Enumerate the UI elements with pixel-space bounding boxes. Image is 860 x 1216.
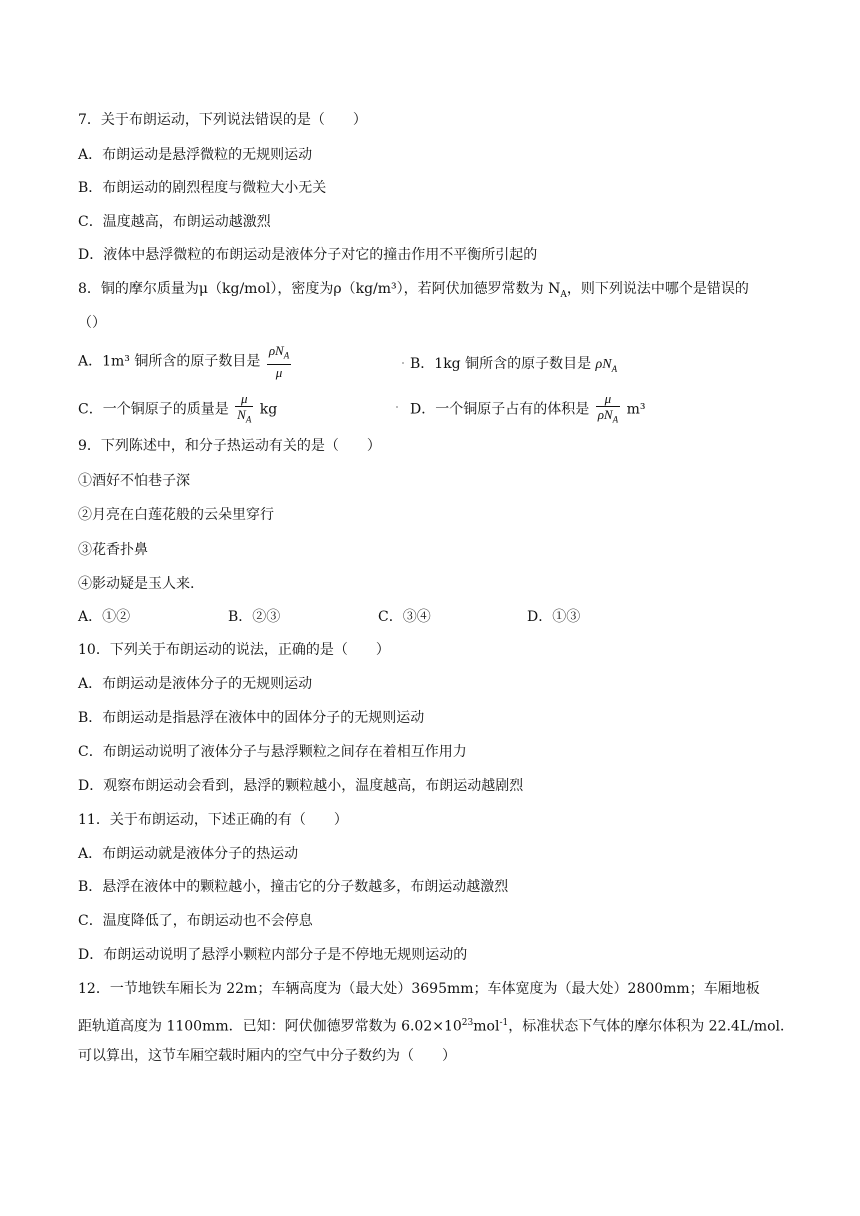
q9-option-d: D．①③ (527, 609, 581, 625)
q7-option-a: A．布朗运动是悬浮微粒的无规则运动 (78, 147, 313, 163)
q10-option-c: C．布朗运动说明了液体分子与悬浮颗粒之间存在着相互作用力 (78, 744, 467, 760)
separator-dot (396, 406, 398, 408)
q11-option-d: D．布朗运动说明了悬浮小颗粒内部分子是不停地无规则运动的 (78, 947, 468, 963)
q12-line-2: 距轨道高度为 1100mm．已知：阿伏伽德罗常数为 $6.02\times 10^{23}mol^{-1}$，标准状态下气体的摩尔体积为 22.4L/mol． (78, 1018, 795, 1035)
q7-stem: 7．关于布朗运动，下列说法错误的是（ ） (78, 112, 367, 128)
q9-stem: 9．下列陈述中，和分子热运动有关的是（ ） (78, 438, 381, 454)
q10-option-b: B．布朗运动是指悬浮在液体中的固体分子的无规则运动 (78, 710, 425, 726)
q8-option-a: A．1m³ 铜所含的原子数目是 $\frac{\rho N_A}{\mu}$ (78, 343, 290, 380)
q8-stem-cont: （） (78, 315, 106, 331)
q12-line-1: 12．一节地铁车厢长为 22m；车辆高度为（最大处）3695mm；车体宽度为（最大处）2800mm；车厢地板 (78, 981, 760, 997)
q11-option-a: A．布朗运动就是液体分子的热运动 (78, 846, 299, 862)
q11-option-c: C．温度降低了，布朗运动也不会停息 (78, 913, 313, 929)
q7-option-c: C．温度越高，布朗运动越激烈 (78, 214, 271, 230)
q11-stem: 11．关于布朗运动，下述正确的有（ ） (78, 812, 348, 828)
q8-option-b: B．1kg 铜所含的原子数目是 $\rho N_A$ (410, 356, 618, 374)
separator-dot (402, 362, 404, 364)
q10-option-d: D．观察布朗运动会看到，悬浮的颗粒越小，温度越高，布朗运动越剧烈 (78, 778, 524, 794)
fraction: $\frac{\rho N_A}{\mu}$ (268, 343, 290, 380)
fraction: $\frac{\mu}{N_A}$ (237, 391, 252, 425)
q9-item-4: ④影动疑是玉人来. (78, 576, 195, 592)
q9-item-2: ②月亮在白莲花般的云朵里穿行 (78, 507, 274, 523)
q8-option-c: C．一个铜原子的质量是 $\frac{\mu}{N_A}$ kg (78, 391, 277, 428)
q10-stem: 10．下列关于布朗运动的说法，正确的是（ ） (78, 642, 390, 658)
q9-item-3: ③花香扑鼻 (78, 542, 148, 558)
fraction: $\frac{\mu}{\rho N_A}$ (597, 391, 619, 425)
q7-option-d: D．液体中悬浮微粒的布朗运动是液体分子对它的撞击作用不平衡所引起的 (78, 247, 538, 263)
q10-option-a: A．布朗运动是液体分子的无规则运动 (78, 676, 313, 692)
q8-stem: 8．铜的摩尔质量为μ（kg/mol），密度为ρ（kg/m³），若阿伏加德罗常数为 $N_A$，则下列说法中哪个是错误的 (78, 281, 749, 300)
q9-option-b: B．②③ (228, 609, 281, 625)
q8-option-d: D．一个铜原子占有的体积是 $\frac{\mu}{\rho N_A}$ m³ (410, 391, 645, 428)
q9-option-a: A．①② (78, 609, 131, 625)
q11-option-b: B．悬浮在液体中的颗粒越小，撞击它的分子数越多，布朗运动越激烈 (78, 879, 509, 895)
q12-line-3: 可以算出，这节车厢空载时厢内的空气中分子数约为（ ） (78, 1048, 456, 1064)
q7-option-b: B．布朗运动的剧烈程度与微粒大小无关 (78, 180, 327, 196)
q9-item-1: ①酒好不怕巷子深 (78, 473, 190, 489)
q9-option-c: C．③④ (378, 609, 431, 625)
